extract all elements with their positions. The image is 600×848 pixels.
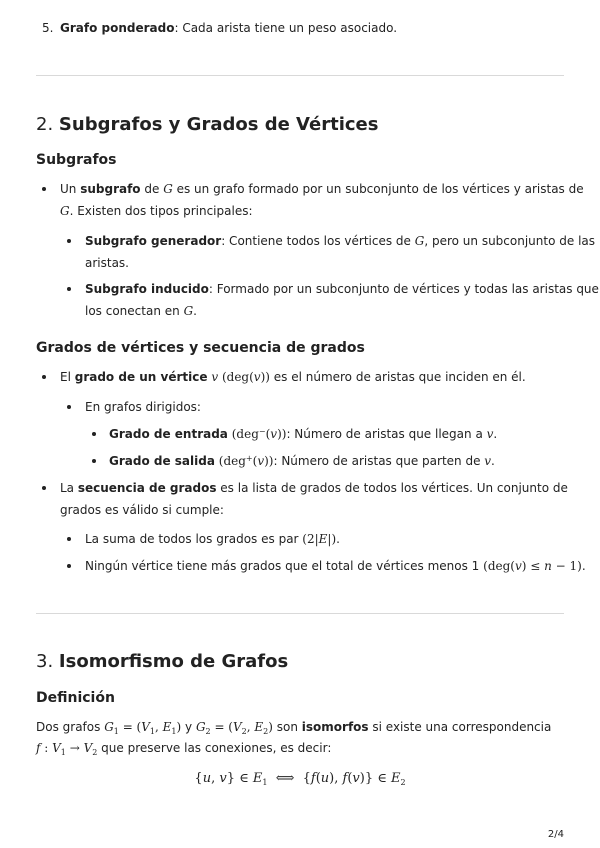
bullet [67, 564, 71, 568]
subgrafo-definition: Un subgrafo de G es un grafo formado por un subconjunto de los vértices y aristas de [60, 182, 584, 196]
item-text: : Cada arista tiene un peso asociado. [174, 21, 398, 35]
subgrafos-heading: Subgrafos [36, 152, 117, 168]
bullet [67, 287, 71, 291]
subgrafo-inducido-cont: los conectan en G. [85, 304, 197, 318]
bullet [42, 486, 46, 490]
bullet [67, 537, 71, 541]
bullet [92, 459, 96, 463]
secuencia-grados: La secuencia de grados es la lista de grados de todos los vértices. Un conjunto de [60, 481, 568, 495]
grados-heading: Grados de vértices y secuencia de grados [36, 340, 365, 356]
list-item-weighted-graph [60, 20, 397, 36]
divider [36, 75, 564, 76]
definicion-heading: Definición [36, 690, 115, 706]
isomorfismo-definition: Dos grafos $G_1 = (V_1$, $E_1$) y $G_2 = (V_2$, $E_2$) son isomorfos si existe una correspondencia [36, 720, 552, 736]
grado-salida: Grado de salida (deg+(v)): Número de aristas que parten de v. [109, 454, 495, 468]
secuencia-grados-cont: grados es válido si cumple: [60, 503, 224, 517]
section-2-title: 2. Subgrafos y Grados de Vértices [36, 114, 379, 135]
subgrafo-generador-cont: aristas. [85, 256, 129, 270]
subgrafo-generador: Subgrafo generador: Contiene todos los vértices de G, pero un subconjunto de las [85, 234, 596, 248]
term: Grafo ponderado [60, 21, 175, 35]
bullet [67, 405, 71, 409]
subgrafo-inducido: Subgrafo inducido: Formado por un subconjunto de vértices y todas las aristas que [85, 282, 599, 296]
page-number: 2/4 [547, 829, 564, 840]
grado-entrada: Grado de entrada (deg−(v)): Número de aristas que llegan a v. [109, 427, 498, 441]
grafos-dirigidos: En grafos dirigidos: [85, 400, 201, 414]
isomorfismo-definition-cont: f : $V_1 \to V_2$ que preserve las conexiones, es decir: [36, 741, 332, 757]
grado-definition: El grado de un vértice v (deg(v)) es el número de aristas que inciden en él. [60, 370, 526, 384]
divider [36, 613, 564, 614]
bullet [67, 239, 71, 243]
condicion-suma-par: La suma de todos los grados es par (2|E|). [85, 532, 340, 546]
bullet [42, 375, 46, 379]
subgrafo-definition-cont: G. Existen dos tipos principales: [60, 204, 253, 218]
isomorphism-equation: {u, v} ∈ $E_1$ ⟺ {f(u), f(v)} ∈ $E_2$ [194, 771, 406, 787]
section-3-title: 3. Isomorfismo de Grafos [36, 651, 289, 672]
bullet [42, 187, 46, 191]
list-number: 5. [42, 21, 54, 35]
condicion-grado-maximo: Ningún vértice tiene más grados que el total de vértices menos 1 (deg(v) ≤ n − 1). [85, 559, 586, 573]
bullet [92, 432, 96, 436]
